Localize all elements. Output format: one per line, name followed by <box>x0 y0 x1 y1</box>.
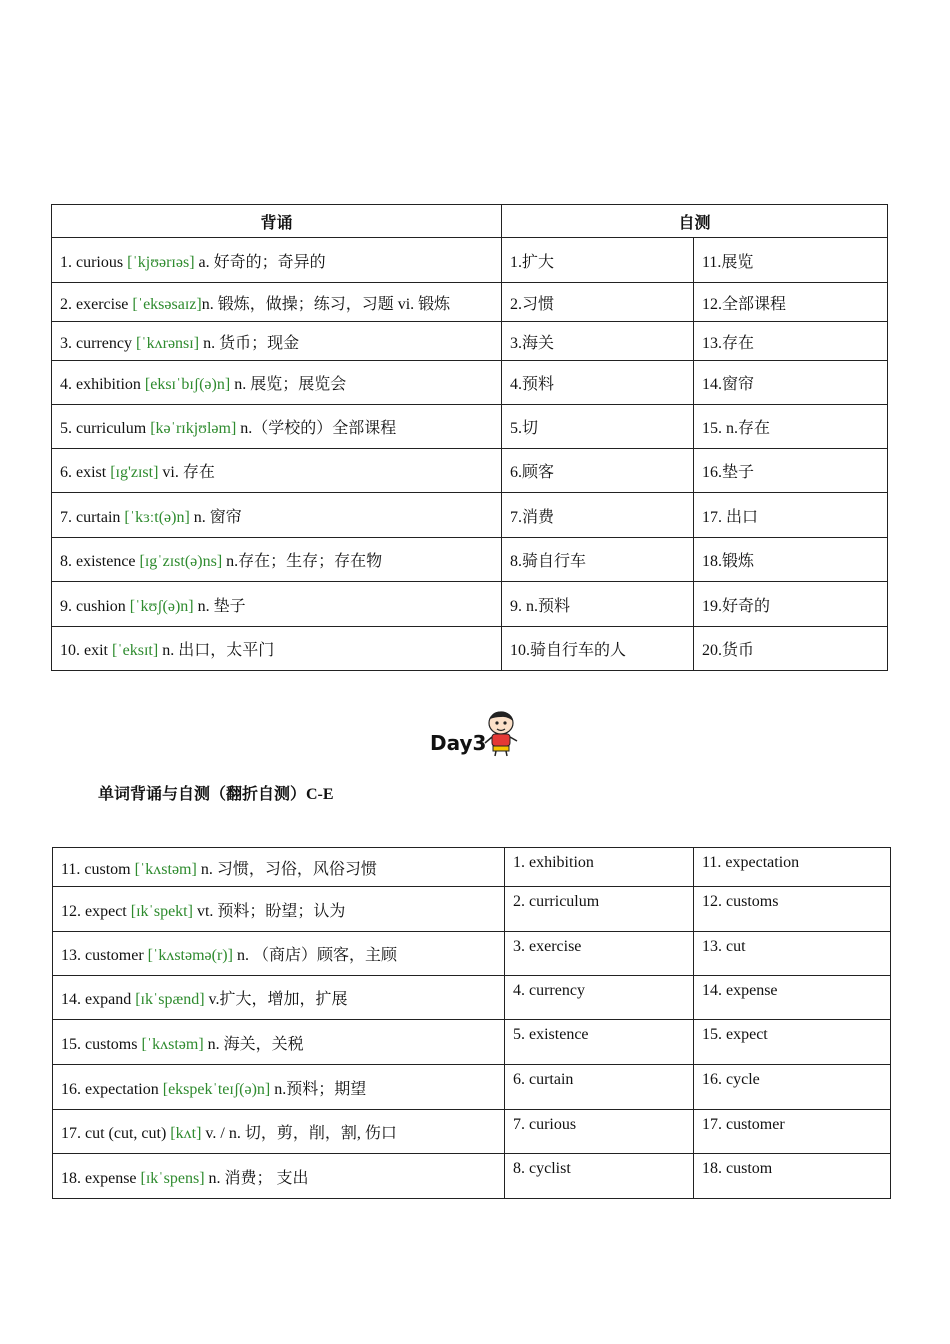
word-text: 1. curious <box>60 253 128 271</box>
table-row <box>52 238 888 283</box>
phonetic-text: [ˈeksəsaɪz] <box>132 295 202 313</box>
table-row <box>53 932 891 976</box>
definition-text: n. 锻炼，做操；练习，习题 vi. 锻炼 <box>201 295 451 313</box>
word-text: 5. curriculum <box>60 420 151 437</box>
phonetic-text: [ˈeksɪt] <box>112 642 159 659</box>
vocab-entry <box>53 1154 505 1199</box>
word-text: 16. expectation <box>61 1080 163 1098</box>
selftest-cell: 18.锻炼 <box>694 538 888 582</box>
vocab-entry <box>52 493 502 538</box>
selftest-cell: 17. customer <box>694 1110 891 1154</box>
word-text: 4. exhibition <box>60 376 145 393</box>
definition-text: n. （商店）顾客，主顾 <box>232 947 397 964</box>
vocab-entry <box>52 405 502 449</box>
selftest-cell: 8. cyclist <box>505 1154 694 1199</box>
selftest-cell: 16.垫子 <box>694 449 888 493</box>
table-row <box>52 283 888 322</box>
vocab-entry <box>53 932 505 976</box>
phonetic-text: [ˈkʌstəm] <box>141 1035 204 1053</box>
definition-text: vi. 存在 <box>158 464 215 481</box>
phonetic-text: [ɪkˈspænd] <box>135 991 205 1008</box>
selftest-cell: 1. exhibition <box>505 848 694 887</box>
selftest-cell: 12.全部课程 <box>694 283 888 322</box>
selftest-cell: 9. n.预料 <box>502 582 694 627</box>
phonetic-text: [ˈkʊʃ(ə)n] <box>129 597 194 615</box>
vocab-entry <box>53 1110 505 1154</box>
table-row <box>52 538 888 582</box>
definition-text: vt. 预料；盼望；认为 <box>192 902 346 920</box>
selftest-cell: 15. n.存在 <box>694 405 888 449</box>
selftest-cell: 16. cycle <box>694 1065 891 1110</box>
selftest-cell: 13.存在 <box>694 322 888 361</box>
table-row <box>53 887 891 932</box>
selftest-cell: 14. expense <box>694 976 891 1020</box>
selftest-header: 自测 <box>502 205 888 238</box>
vocab-entry <box>52 538 502 582</box>
vocab-entry <box>53 887 505 932</box>
word-text: 18. expense <box>61 1169 141 1187</box>
phonetic-text: [ɪgˈzɪst(ə)ns] <box>139 553 223 570</box>
word-text: 12. expect <box>61 902 131 920</box>
table-row <box>52 582 888 627</box>
table-header-row <box>52 205 888 238</box>
definition-text: v. / n. 切，剪，削，割, 伤口 <box>201 1125 397 1142</box>
selftest-cell: 10.骑自行车的人 <box>502 627 694 671</box>
phonetic-text: [kʌt] <box>170 1125 202 1142</box>
selftest-cell: 5. existence <box>505 1020 694 1065</box>
definition-text: n.（学校的）全部课程 <box>236 420 397 437</box>
selftest-cell: 15. expect <box>694 1020 891 1065</box>
definition-text: n. 习惯，习俗，风俗习惯 <box>196 860 377 878</box>
word-text: 15. customs <box>61 1035 142 1053</box>
phonetic-text: [ˈkʌstəmə(r)] <box>147 947 233 964</box>
word-text: 13. customer <box>61 947 148 964</box>
table-row <box>53 1110 891 1154</box>
recite-header: 背诵 <box>52 205 502 238</box>
selftest-cell: 14.窗帘 <box>694 361 888 405</box>
selftest-cell: 5.切 <box>502 405 694 449</box>
selftest-cell: 8.骑自行车 <box>502 538 694 582</box>
table-row <box>52 493 888 538</box>
selftest-cell: 19.好奇的 <box>694 582 888 627</box>
phonetic-text: [ɪg'zɪst] <box>110 464 159 481</box>
definition-text: v.扩大，增加，扩展 <box>204 991 348 1008</box>
phonetic-text: [ekspekˈteɪʃ(ə)n] <box>162 1080 271 1098</box>
table-row <box>52 449 888 493</box>
vocab-entry <box>53 1065 505 1110</box>
vocab-entry <box>53 1020 505 1065</box>
vocab-entry <box>53 848 505 887</box>
definition-text: n. 消费； 支出 <box>204 1169 309 1187</box>
selftest-cell: 1.扩大 <box>502 238 694 283</box>
phonetic-text: [ˈkʌrənsɪ] <box>135 334 200 352</box>
selftest-cell: 12. customs <box>694 887 891 932</box>
phonetic-text: [ɪkˈspekt] <box>130 902 193 920</box>
table-row <box>53 1020 891 1065</box>
definition-text: n. 货币；现金 <box>199 334 300 352</box>
vocab-entry <box>53 976 505 1020</box>
word-text: 2. exercise <box>60 295 133 313</box>
recite-test-table-1 <box>51 204 888 671</box>
table-row <box>52 322 888 361</box>
selftest-cell: 7.消费 <box>502 493 694 538</box>
day-title: Day3 <box>430 731 487 755</box>
vocab-entry <box>52 238 502 283</box>
vocab-entry <box>52 361 502 405</box>
selftest-cell: 4.预料 <box>502 361 694 405</box>
vocab-entry <box>52 322 502 361</box>
table-row <box>52 405 888 449</box>
phonetic-text: [kəˈrɪkjʊləm] <box>150 420 237 437</box>
section-subtitle: 单词背诵与自测（翻折自测）C-E <box>98 786 334 803</box>
table-row <box>53 1154 891 1199</box>
cartoon-boy-mascot-icon <box>481 709 521 757</box>
definition-text: n.预料；期望 <box>270 1080 367 1098</box>
selftest-cell: 6.顾客 <box>502 449 694 493</box>
selftest-cell: 17. 出口 <box>694 493 888 538</box>
selftest-cell: 2. curriculum <box>505 887 694 932</box>
phonetic-text: [ˈkɜːt(ə)n] <box>124 508 190 526</box>
vocab-entry <box>52 283 502 322</box>
word-text: 9. cushion <box>60 597 130 615</box>
table-row <box>53 1065 891 1110</box>
selftest-cell: 11.展览 <box>694 238 888 283</box>
phonetic-text: [ˈkjʊərɪəs] <box>127 253 195 271</box>
definition-text: n. 出口，太平门 <box>158 642 275 659</box>
selftest-cell: 7. curious <box>505 1110 694 1154</box>
word-text: 10. exit <box>60 642 112 659</box>
vocab-entry <box>52 449 502 493</box>
definition-text: n. 窗帘 <box>189 508 242 526</box>
phonetic-text: [ɪkˈspens] <box>140 1169 205 1187</box>
word-text: 6. exist <box>60 464 111 481</box>
selftest-cell: 3. exercise <box>505 932 694 976</box>
definition-text: n. 海关，关税 <box>203 1035 304 1053</box>
vocab-entry <box>52 627 502 671</box>
selftest-cell: 13. cut <box>694 932 891 976</box>
selftest-cell: 18. custom <box>694 1154 891 1199</box>
word-text: 11. custom <box>61 860 135 878</box>
selftest-cell: 2.习惯 <box>502 283 694 322</box>
definition-text: n. 展览；展览会 <box>230 376 347 393</box>
selftest-cell: 3.海关 <box>502 322 694 361</box>
word-text: 7. curtain <box>60 508 125 526</box>
word-text: 3. currency <box>60 334 136 352</box>
selftest-cell: 20.货币 <box>694 627 888 671</box>
table-row <box>52 361 888 405</box>
definition-text: n. 垫子 <box>193 597 246 615</box>
word-text: 17. cut (cut, cut) <box>61 1125 171 1142</box>
selftest-cell: 6. curtain <box>505 1065 694 1110</box>
vocab-entry <box>52 582 502 627</box>
table-row <box>52 627 888 671</box>
selftest-cell: 4. currency <box>505 976 694 1020</box>
recite-test-table-2 <box>52 847 891 1199</box>
word-text: 8. existence <box>60 553 140 570</box>
phonetic-text: [eksɪˈbɪʃ(ə)n] <box>144 376 231 393</box>
table-row <box>53 976 891 1020</box>
word-text: 14. expand <box>61 991 136 1008</box>
phonetic-text: [ˈkʌstəm] <box>134 860 197 878</box>
definition-text: a. 好奇的；奇异的 <box>194 253 326 271</box>
definition-text: n.存在；生存；存在物 <box>222 553 383 570</box>
selftest-cell: 11. expectation <box>694 848 891 887</box>
table-row <box>53 848 891 887</box>
